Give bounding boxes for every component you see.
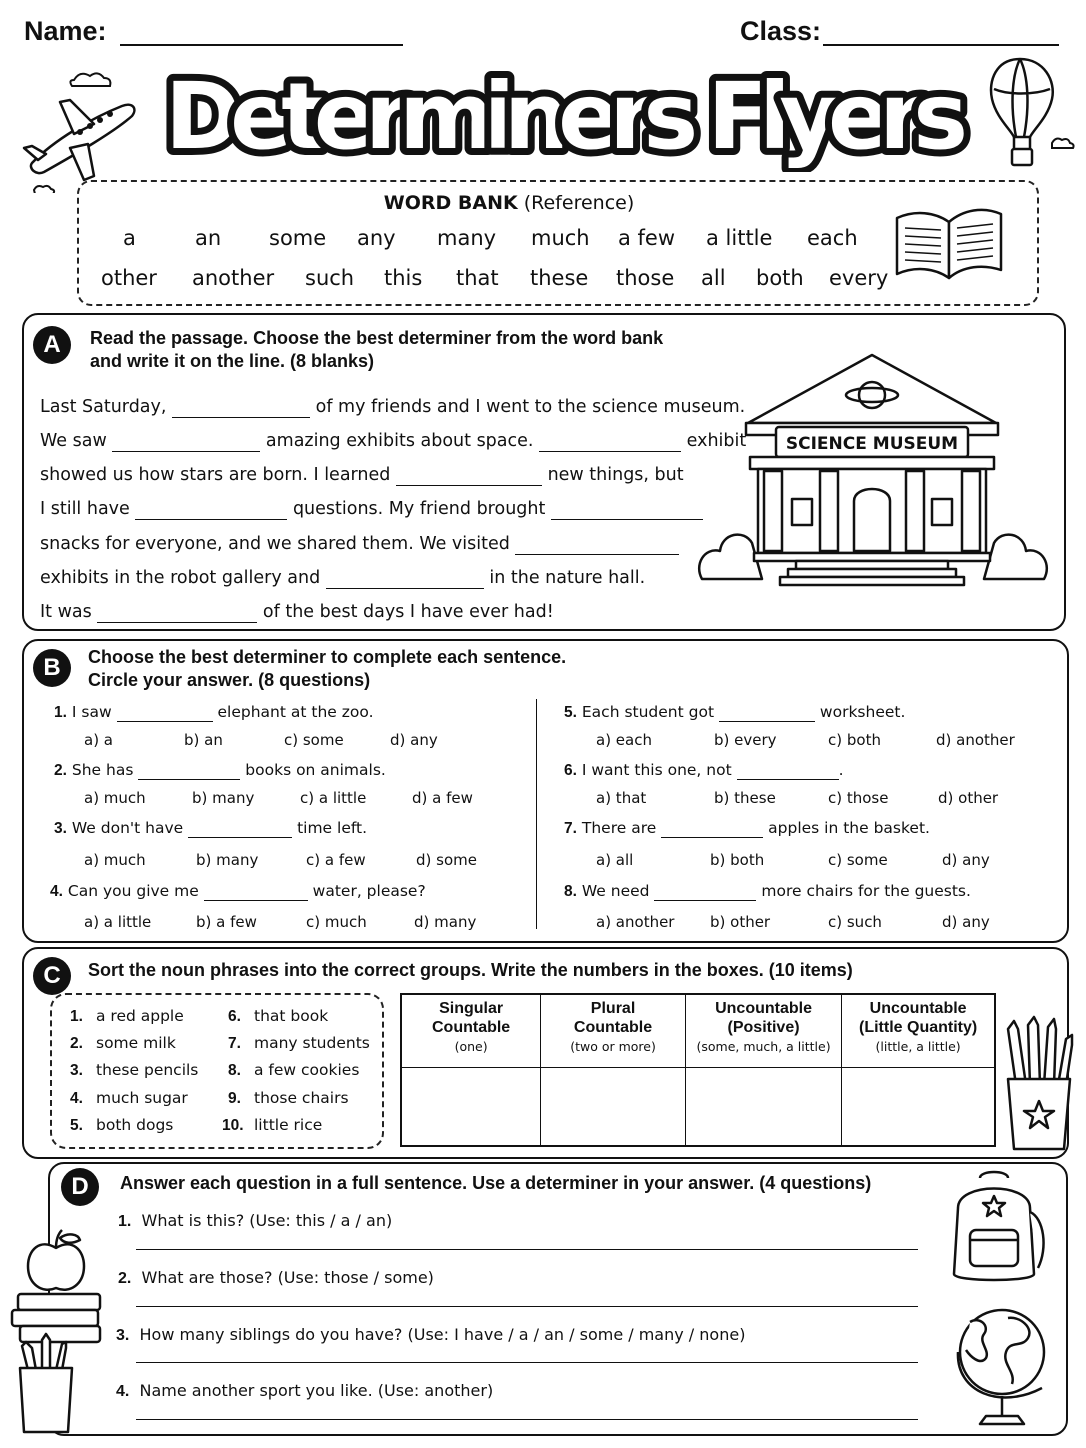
question-text: What are those? (Use: those / some) xyxy=(141,1268,434,1287)
phrase-number: 5. xyxy=(70,1117,83,1134)
answer-line-2[interactable] xyxy=(136,1306,918,1307)
pencil-cup-icon xyxy=(1000,1015,1082,1153)
question-number: 2. xyxy=(54,762,67,779)
question-6 xyxy=(564,761,844,780)
word-bank-word: this xyxy=(384,266,423,290)
question-text: Name another sport you like. (Use: another) xyxy=(139,1381,494,1400)
column-title: (Positive) xyxy=(727,1019,800,1036)
answer-box-uncountable-little[interactable] xyxy=(842,1068,995,1147)
museum-sign: SCIENCE MUSEUM xyxy=(785,434,959,454)
option[interactable]: c) a few xyxy=(306,851,366,869)
word-bank-note: (Reference) xyxy=(523,192,635,214)
question-text: We don't have xyxy=(71,819,184,837)
phrase-item xyxy=(70,1034,176,1053)
passage-line-2 xyxy=(40,431,746,452)
column-title: Uncountable xyxy=(869,1000,967,1017)
blank-6[interactable] xyxy=(551,499,703,520)
answer-blank[interactable] xyxy=(654,882,756,901)
phrase-number: 2. xyxy=(70,1035,83,1052)
option[interactable]: d) other xyxy=(938,789,999,807)
option[interactable]: d) some xyxy=(416,851,477,869)
word-bank-word: those xyxy=(616,266,675,290)
word-bank-word: a few xyxy=(618,226,676,250)
option[interactable]: c) both xyxy=(828,731,881,749)
option[interactable]: b) these xyxy=(714,789,776,807)
phrase-item xyxy=(70,1061,198,1080)
column-subtitle: (little, a little) xyxy=(875,1039,961,1054)
column-subtitle: (some, much, a little) xyxy=(696,1039,831,1054)
word-bank-word: much xyxy=(531,226,590,250)
passage-text: showed us how stars are born. I learned xyxy=(40,465,391,485)
option[interactable]: a) much xyxy=(84,851,146,869)
backpack-icon xyxy=(940,1168,1055,1286)
question-4 xyxy=(50,882,426,901)
option[interactable]: d) a few xyxy=(412,789,473,807)
phrase-item xyxy=(228,1034,370,1053)
phrase-text: those chairs xyxy=(254,1089,349,1107)
option[interactable]: c) some xyxy=(828,851,888,869)
word-bank-word: an xyxy=(195,226,222,250)
name-field[interactable] xyxy=(120,44,403,46)
question-text: I want this one, not xyxy=(581,761,732,779)
page-title xyxy=(150,52,980,172)
option[interactable]: b) other xyxy=(710,913,771,931)
answer-line-1[interactable] xyxy=(136,1249,918,1250)
option[interactable]: a) a little xyxy=(84,913,152,931)
apple-books-icon xyxy=(6,1228,110,1438)
sorting-table xyxy=(400,993,996,1147)
blank-1[interactable] xyxy=(172,397,310,418)
science-museum-illustration xyxy=(692,351,1054,587)
column-title: Singular xyxy=(439,1000,504,1017)
question-text: worksheet. xyxy=(819,703,906,721)
question-3 xyxy=(54,819,367,838)
column-header xyxy=(541,994,686,1068)
question-text: elephant at the zoo. xyxy=(217,703,374,721)
question-text: water, please? xyxy=(312,882,426,900)
name-label: Name: xyxy=(24,16,107,46)
class-field[interactable] xyxy=(823,44,1059,46)
word-bank-heading xyxy=(79,192,939,214)
column-subtitle: (one) xyxy=(454,1039,488,1054)
section-b-badge: B xyxy=(33,649,71,687)
column-title: Countable xyxy=(431,1019,511,1036)
phrase-number: 8. xyxy=(228,1062,241,1079)
question-text: more chairs for the guests. xyxy=(761,882,971,900)
option[interactable]: b) both xyxy=(710,851,765,869)
passage-text: exhibit xyxy=(686,431,747,451)
passage-text: snacks for everyone, and we shared them. We visited xyxy=(40,534,510,554)
section-b xyxy=(22,639,1069,943)
passage-text: It was xyxy=(40,602,92,622)
question-text: time left. xyxy=(297,819,368,837)
passage-text: exhibits in the robot gallery and xyxy=(40,568,321,588)
passage-text: new things, but xyxy=(547,465,684,485)
answer-box-singular[interactable] xyxy=(401,1068,541,1147)
open-question-4 xyxy=(116,1381,493,1401)
open-book-icon xyxy=(891,204,1009,284)
question-number: 8. xyxy=(564,883,577,900)
question-text: There are xyxy=(581,819,657,837)
section-d-badge: D xyxy=(61,1168,99,1206)
word-bank-word: such xyxy=(305,266,355,290)
phrase-number: 7. xyxy=(228,1035,241,1052)
question-5 xyxy=(564,703,905,722)
word-bank-title: WORD BANK xyxy=(383,192,518,214)
option[interactable]: c) those xyxy=(828,789,889,807)
question-number: 7. xyxy=(564,820,577,837)
word-bank-word: all xyxy=(701,266,726,290)
phrase-number: 10. xyxy=(222,1117,244,1134)
phrase-text: a red apple xyxy=(96,1007,184,1025)
phrase-text: a few cookies xyxy=(254,1061,360,1079)
section-a-badge: A xyxy=(33,326,71,364)
option[interactable]: b) an xyxy=(184,731,223,749)
blank-2[interactable] xyxy=(112,431,260,452)
column-header xyxy=(685,994,841,1068)
passage-text: We saw xyxy=(40,431,107,451)
section-c-badge: C xyxy=(33,957,71,995)
phrase-text: much sugar xyxy=(96,1089,188,1107)
word-bank-word: a xyxy=(123,226,136,250)
passage-line-7 xyxy=(40,602,554,623)
globe-icon xyxy=(950,1292,1054,1442)
open-question-3 xyxy=(116,1325,745,1345)
passage-text: of the best days I have ever had! xyxy=(262,602,554,622)
question-number: 5. xyxy=(564,704,577,721)
question-number: 1. xyxy=(54,704,67,721)
phrase-item xyxy=(228,1007,328,1026)
column-title: Countable xyxy=(573,1019,653,1036)
phrase-text: that book xyxy=(254,1007,329,1025)
phrase-item xyxy=(228,1061,359,1080)
phrase-text: these pencils xyxy=(96,1061,199,1079)
section-b-instructions xyxy=(88,646,566,692)
answer-line-4[interactable] xyxy=(136,1419,918,1420)
option[interactable]: c) some xyxy=(284,731,344,749)
phrase-text: many students xyxy=(254,1034,370,1052)
column-header xyxy=(401,994,541,1068)
column-subtitle: (two or more) xyxy=(570,1039,656,1054)
answer-blank[interactable] xyxy=(188,819,292,838)
word-bank xyxy=(77,180,1039,306)
instructions-line: and write it on the line. (8 blanks) xyxy=(90,351,375,371)
option[interactable]: a) much xyxy=(84,789,146,807)
option[interactable]: b) every xyxy=(714,731,777,749)
question-number: 2. xyxy=(118,1270,132,1287)
question-number: 4. xyxy=(116,1383,130,1400)
blank-8[interactable] xyxy=(326,568,484,589)
option[interactable]: d) any xyxy=(390,731,438,749)
word-bank-word: these xyxy=(530,266,589,290)
passage-text: I still have xyxy=(40,499,130,519)
word-bank-word: other xyxy=(101,266,157,290)
option[interactable]: c) a little xyxy=(300,789,367,807)
section-d-instructions: Answer each question in a full sentence. Use a determiner in your answer. (4 questions) xyxy=(120,1173,872,1193)
option[interactable]: c) much xyxy=(306,913,367,931)
answer-line-3[interactable] xyxy=(136,1362,918,1363)
section-a-instructions xyxy=(90,327,663,373)
question-text: We need xyxy=(581,882,650,900)
option[interactable]: a) a xyxy=(84,731,114,749)
passage-line-1 xyxy=(40,397,745,418)
phrase-item xyxy=(70,1116,173,1135)
question-text: Each student got xyxy=(581,703,715,721)
answer-blank[interactable] xyxy=(204,882,308,901)
word-bank-word: both xyxy=(756,266,804,290)
section-c-instructions: Sort the noun phrases into the correct groups. Write the numbers in the boxes. (10 items) xyxy=(88,960,853,980)
answer-blank[interactable] xyxy=(117,703,213,722)
question-text: apples in the basket. xyxy=(768,819,930,837)
question-text: What is this? (Use: this / a / an) xyxy=(141,1211,393,1230)
airplane-icon xyxy=(14,68,139,193)
phrase-text: both dogs xyxy=(96,1116,174,1134)
passage-text: Last Saturday, xyxy=(40,397,167,417)
answer-box-uncountable-positive[interactable] xyxy=(685,1068,841,1147)
answer-blank[interactable] xyxy=(661,819,763,838)
passage-line-5 xyxy=(40,534,679,555)
answer-box-plural[interactable] xyxy=(541,1068,686,1147)
question-number: 3. xyxy=(54,820,67,837)
option[interactable]: d) any xyxy=(942,851,990,869)
option[interactable]: a) that xyxy=(596,789,647,807)
phrase-number: 3. xyxy=(70,1062,83,1079)
section-a xyxy=(22,313,1066,631)
answer-blank[interactable] xyxy=(737,761,839,780)
phrase-number: 6. xyxy=(228,1008,241,1025)
hot-air-balloon-icon xyxy=(978,55,1078,175)
option[interactable]: a) another xyxy=(596,913,675,931)
phrase-text: some milk xyxy=(96,1034,176,1052)
question-number: 6. xyxy=(564,762,577,779)
blank-5[interactable] xyxy=(135,499,287,520)
option[interactable]: d) any xyxy=(942,913,990,931)
word-bank-word: that xyxy=(456,266,499,290)
passage-line-4 xyxy=(40,499,703,520)
phrase-item xyxy=(70,1089,188,1108)
option[interactable]: d) many xyxy=(414,913,477,931)
instructions-line: Choose the best determiner to complete each sentence. xyxy=(88,647,567,667)
blank-4[interactable] xyxy=(396,465,542,486)
column-title: Uncountable xyxy=(715,1000,812,1017)
question-text: I saw xyxy=(71,703,112,721)
column-divider xyxy=(536,699,537,929)
word-bank-word: many xyxy=(437,226,497,250)
phrase-item xyxy=(228,1089,349,1108)
passage-line-6 xyxy=(40,568,645,589)
title-text: Determiners Flyers xyxy=(165,63,965,170)
column-header xyxy=(842,994,995,1068)
word-bank-word: each xyxy=(807,226,858,250)
open-question-2 xyxy=(118,1268,434,1288)
passage-text: in the nature hall. xyxy=(489,568,646,588)
blank-7[interactable] xyxy=(515,534,679,555)
question-text: She has xyxy=(71,761,134,779)
option[interactable]: b) many xyxy=(196,851,259,869)
column-title: Plural xyxy=(590,1000,636,1017)
question-number: 3. xyxy=(116,1327,130,1344)
word-bank-word: a little xyxy=(706,226,773,250)
phrase-item xyxy=(70,1007,184,1026)
question-text: . xyxy=(838,761,844,779)
passage-text: questions. My friend brought xyxy=(292,499,546,519)
blank-3[interactable] xyxy=(539,431,681,452)
word-bank-word: any xyxy=(357,226,396,250)
phrase-number: 4. xyxy=(70,1090,83,1107)
blank-9[interactable] xyxy=(97,602,257,623)
question-text: How many siblings do you have? (Use: I have / a / an / some / many / none) xyxy=(139,1325,746,1344)
phrase-number: 9. xyxy=(228,1090,241,1107)
word-bank-word: every xyxy=(829,266,889,290)
class-label: Class: xyxy=(740,16,822,46)
option[interactable]: b) a few xyxy=(196,913,257,931)
question-number: 4. xyxy=(50,883,63,900)
open-question-1 xyxy=(118,1211,392,1231)
question-8 xyxy=(564,882,971,901)
passage-line-3 xyxy=(40,465,684,486)
question-text: books on animals. xyxy=(245,761,386,779)
option[interactable]: d) another xyxy=(936,731,1015,749)
word-bank-word: another xyxy=(192,266,275,290)
phrase-number: 1. xyxy=(70,1008,83,1025)
instructions-line: Circle your answer. (8 questions) xyxy=(88,670,371,690)
answer-blank[interactable] xyxy=(719,703,815,722)
question-7 xyxy=(564,819,930,838)
option[interactable]: a) all xyxy=(596,851,634,869)
instructions-line: Read the passage. Choose the best determiner from the word bank xyxy=(90,328,664,348)
column-title: (Little Quantity) xyxy=(859,1019,978,1036)
phrase-text: little rice xyxy=(254,1116,323,1134)
question-text: Can you give me xyxy=(67,882,199,900)
answer-blank[interactable] xyxy=(138,761,240,780)
option[interactable]: a) each xyxy=(596,731,652,749)
question-number: 1. xyxy=(118,1213,132,1230)
phrase-item xyxy=(222,1116,322,1135)
passage-text: amazing exhibits about space. xyxy=(265,431,534,451)
option[interactable]: c) such xyxy=(828,913,882,931)
passage-text: of my friends and I went to the science museum. xyxy=(315,397,746,417)
question-2 xyxy=(54,761,386,780)
question-1 xyxy=(54,703,374,722)
option[interactable]: b) many xyxy=(192,789,255,807)
word-bank-word: some xyxy=(269,226,327,250)
